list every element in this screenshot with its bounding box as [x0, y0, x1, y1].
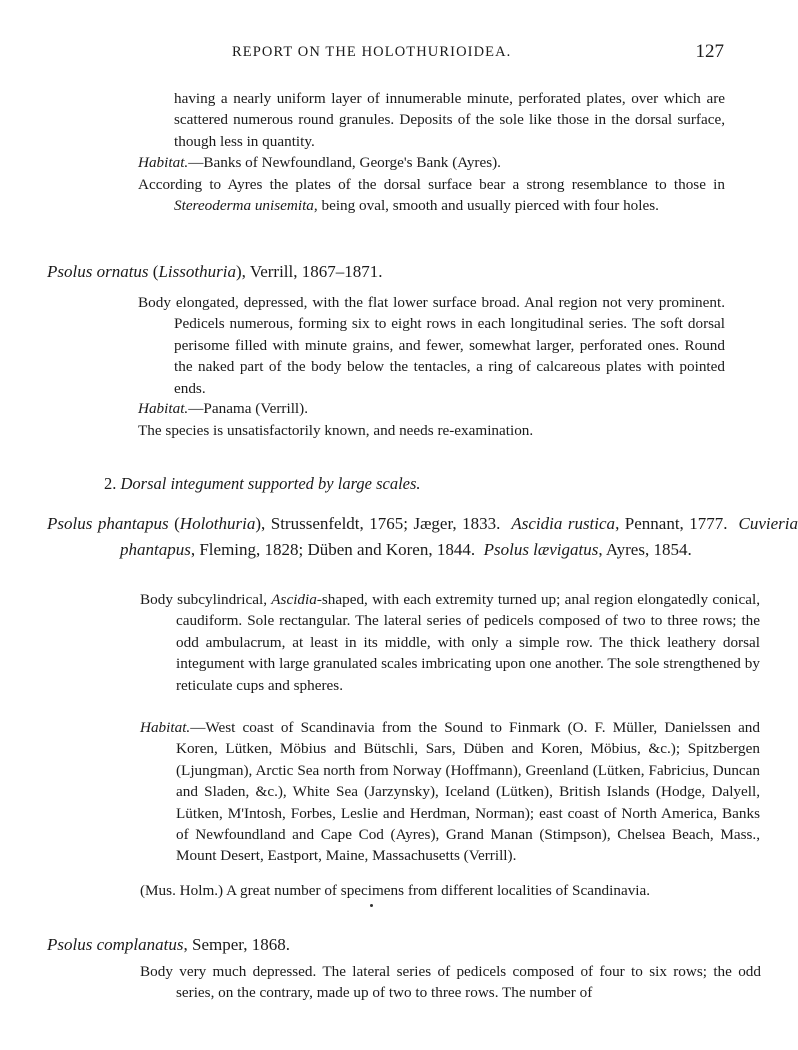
authority-1: , Strussenfeldt, 1765; Jæger, 1833.	[261, 514, 501, 533]
subgenus-name: Lissothuria	[158, 262, 236, 281]
description-pre: Body subcylindrical,	[140, 591, 272, 608]
continuation-text: having a nearly uniform layer of innumerable minute, perforated plates, over which are scattered numerous round granules. Deposits of the sole like those in the dorsal surface, though less in quantity.	[174, 90, 725, 150]
ornatus-habitat	[138, 398, 725, 419]
species-heading-phantapus: Psolus phantapus (Holothuria), Strussenfeldt, 1765; Jæger, 1833. Ascidia rustica, Pennant, 1777. Cuvieria phantapus, Fleming, 1828; Düben and Koren, 1844. Psolus lævigatus, Ayres, 1854.	[47, 514, 798, 559]
habitat-text: —Banks of Newfoundland, George's Bank (Ayres).	[188, 154, 501, 171]
authority-2: , Pennant, 1777.	[615, 514, 728, 533]
species-heading-complanatus	[47, 932, 727, 958]
habitat-newfoundland	[138, 152, 725, 173]
species-name: Psolus ornatus	[47, 262, 149, 281]
synonym-ascidia-rustica: Ascidia rustica	[511, 514, 616, 533]
museum-note-text: (Mus. Holm.) A great number of specimens from different localities of Scandinavia.	[140, 882, 651, 899]
complanatus-description	[140, 961, 761, 1004]
synonym-holothuria: Holothuria	[179, 514, 256, 533]
header-title: REPORT ON THE HOLOTHURIOIDEA.	[232, 44, 512, 60]
section-title: Dorsal integument supported by large scales.	[120, 474, 421, 493]
description-italic: Ascidia	[271, 591, 317, 608]
species-name: Psolus complanatus	[47, 935, 184, 954]
continuation-paragraph	[174, 88, 725, 152]
authority-4: , Ayres, 1854.	[598, 540, 692, 559]
species-authority: , Semper, 1868.	[183, 935, 290, 954]
running-header	[0, 41, 776, 68]
species-name: Psolus phantapus	[47, 514, 169, 533]
description-post: -shaped, with each extremity turned up; anal region elongatedly conical, caudiform. Sole rectangular. The lateral series of pedicels composed of two to three rows; the odd ambulacrum, at least in its middle, with only a simple row. The thick leathery dorsal integument with large granulated scales imbricating upon one another. The sole strengthened by reticulate cups and spheres.	[176, 591, 760, 694]
habitat-text: —West coast of Scandinavia from the Sound to Finmark (O. F. Müller, Danielssen and Koren, Lütken, Möbius and Bütschli, Sars, Düben and Koren, Möbius, &c.); Spitzbergen (Ljungman), Arctic Sea north from Norway (Hoffmann), Greenland (Lütken, Fabricius, Duncan and Sladen, &c.), White Sea (Jarzynsky), Iceland (Lütken), British Islands (Hodge, Dalyell, Lütken, M'Intosh, Forbes, Leslie and Herdman, Norman); east coast of North America, Banks of Newfoundland and Cape Cod (Ayres), Grand Manan (Stimpson), Chelsea Beach, Mass., Mount Desert, Eastport, Maine, Massachusetts (Verrill).	[176, 719, 760, 865]
species-authority: , Verrill, 1867–1871.	[241, 262, 383, 281]
habitat-label: Habitat.	[140, 719, 191, 736]
authority-3: , Fleming, 1828; Düben and Koren, 1844.	[190, 540, 476, 559]
phantapus-museum-note	[140, 880, 730, 901]
ayres-note-pre: According to Ayres the plates of the dorsal surface bear a strong resemblance to those in	[138, 176, 725, 193]
phantapus-description	[140, 589, 760, 696]
habitat-text: —Panama (Verrill).	[188, 400, 308, 417]
ayres-note-italic: Stereoderma unisemita	[174, 197, 314, 215]
phantapus-habitat	[140, 717, 760, 867]
section-number: 2.	[104, 474, 117, 493]
note-text: The species is unsatisfactorily known, and needs re-examination.	[138, 422, 534, 439]
synonym-psolus-laevigatus: Psolus lævigatus	[483, 540, 599, 559]
species-heading-ornatus: Psolus ornatus (Lissothuria), Verrill, 1867–1871.	[47, 262, 383, 281]
description-text: Body elongated, depressed, with the flat lower surface broad. Anal region not very prominent. Pedicels numerous, forming six to eight rows in each longitudinal series. The soft dorsal perisome filled with minute grains, and fewer, somewhat larger, perforated ones. Round the naked part of the body below the tentacles, a ring of calcareous plates with pointed ends.	[138, 294, 725, 397]
page-number: 127	[695, 41, 724, 62]
section-heading	[104, 474, 421, 494]
stray-dot	[370, 904, 373, 907]
ayres-note	[138, 174, 725, 217]
ornatus-note	[138, 420, 725, 441]
ornatus-description	[138, 292, 725, 399]
habitat-label: Habitat.	[138, 400, 189, 417]
habitat-label: Habitat.	[138, 154, 189, 171]
description-text: Body very much depressed. The lateral series of pedicels composed of four to six rows; the odd series, on the contrary, made up of two to three rows. The number of	[140, 963, 761, 1002]
ayres-note-post: , being oval, smooth and usually pierced with four holes.	[313, 197, 659, 215]
synonym-cuvieria: Cuvieria phantapus	[120, 514, 798, 559]
